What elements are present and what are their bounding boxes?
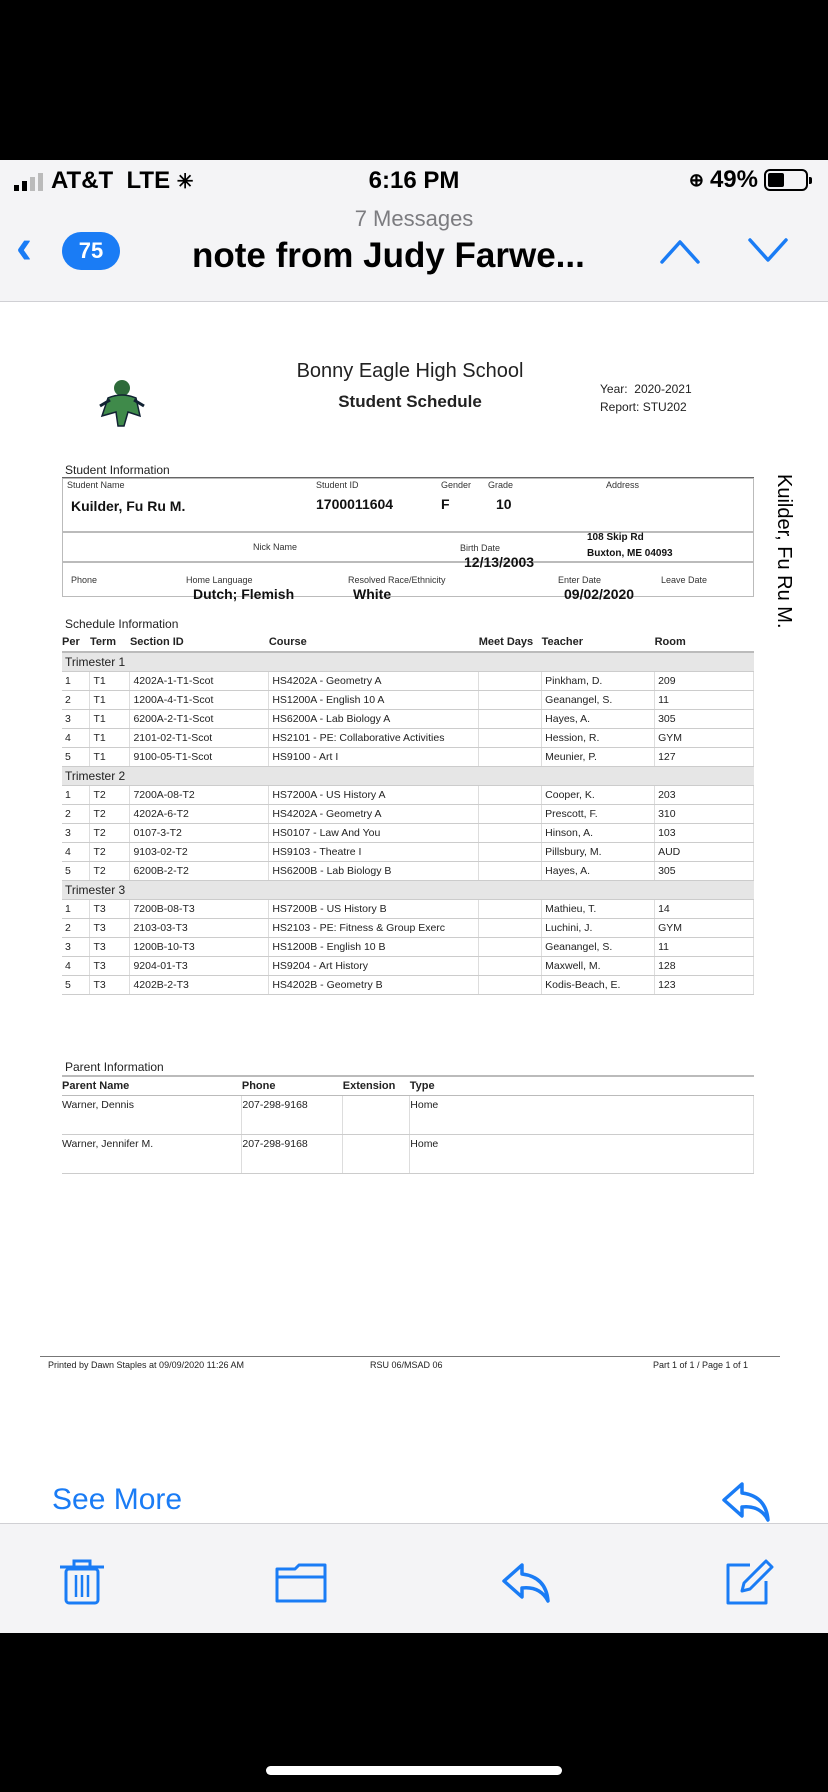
home-indicator[interactable] <box>266 1766 562 1775</box>
table-cell: 4202A-6-T2 <box>130 804 269 823</box>
trimester-row <box>62 652 754 671</box>
reply-icon[interactable] <box>500 1559 552 1607</box>
table-cell: HS7200B - US History B <box>269 899 479 918</box>
table-cell: 9103-02-T2 <box>130 842 269 861</box>
battery-icon <box>764 169 808 191</box>
grade-label: Grade <box>488 480 514 490</box>
table-cell <box>479 918 542 937</box>
report-meta <box>600 380 692 416</box>
parent-col-header: Type <box>410 1076 754 1095</box>
table-cell: 1 <box>62 785 90 804</box>
table-row <box>62 671 754 690</box>
nick-name-label: Nick Name <box>253 542 298 552</box>
table-cell: T3 <box>90 975 130 994</box>
table-cell: 207-298-9168 <box>242 1134 343 1173</box>
table-cell <box>479 975 542 994</box>
table-cell: Hayes, A. <box>542 861 655 880</box>
thread-title: note from Judy Farwe... <box>192 236 585 275</box>
table-row <box>62 709 754 728</box>
table-cell: T1 <box>90 709 130 728</box>
table-cell: 5 <box>62 747 90 766</box>
table-cell <box>479 709 542 728</box>
table-cell: 5 <box>62 861 90 880</box>
table-cell: 3 <box>62 823 90 842</box>
table-cell: HS2103 - PE: Fitness & Group Exerc <box>269 918 479 937</box>
table-cell <box>343 1134 410 1173</box>
table-cell: GYM <box>655 728 754 747</box>
table-row <box>62 747 754 766</box>
see-more-link[interactable]: See More <box>52 1483 183 1516</box>
table-cell: 103 <box>655 823 754 842</box>
table-cell: GYM <box>655 918 754 937</box>
table-cell: 3 <box>62 709 90 728</box>
table-cell: HS4202B - Geometry B <box>269 975 479 994</box>
district: RSU 06/MSAD 06 <box>370 1360 443 1370</box>
table-cell: Hinson, A. <box>542 823 655 842</box>
birth-date: 12/13/2003 <box>464 554 535 570</box>
table-cell <box>479 785 542 804</box>
table-row <box>62 975 754 994</box>
gender-label: Gender <box>441 480 472 490</box>
year-value: 2020-2021 <box>634 382 692 396</box>
compose-icon[interactable] <box>722 1559 774 1607</box>
table-row <box>62 899 754 918</box>
table-cell: T1 <box>90 728 130 747</box>
table-cell: HS4202A - Geometry A <box>269 671 479 690</box>
address-label: Address <box>606 480 640 490</box>
trash-icon[interactable] <box>56 1559 108 1607</box>
table-cell: Pillsbury, M. <box>542 842 655 861</box>
table-row <box>62 785 754 804</box>
parent-col-header: Extension <box>343 1076 410 1095</box>
table-cell: 123 <box>655 975 754 994</box>
home-language-label: Home Language <box>186 575 253 585</box>
table-cell: 1 <box>62 899 90 918</box>
table-cell: 11 <box>655 690 754 709</box>
table-row <box>62 804 754 823</box>
table-cell: 1200B-10-T3 <box>130 937 269 956</box>
table-row <box>62 823 754 842</box>
schedule-table <box>62 633 754 995</box>
table-cell <box>479 671 542 690</box>
table-cell: HS4202A - Geometry A <box>269 804 479 823</box>
folder-icon[interactable] <box>275 1559 327 1607</box>
gender: F <box>441 496 450 512</box>
table-cell: 14 <box>655 899 754 918</box>
schedule-col-header: Course <box>269 633 479 652</box>
table-cell: Meunier, P. <box>542 747 655 766</box>
table-cell: 7200A-08-T2 <box>130 785 269 804</box>
table-cell: 305 <box>655 709 754 728</box>
table-cell <box>479 842 542 861</box>
table-cell <box>479 823 542 842</box>
trimester-row <box>62 880 754 899</box>
mail-nav-bar <box>0 200 828 302</box>
table-cell: 2101-02-T1-Scot <box>130 728 269 747</box>
schedule-info-title: Schedule Information <box>65 617 179 631</box>
table-cell: 1200A-4-T1-Scot <box>130 690 269 709</box>
table-cell: Geanangel, S. <box>542 937 655 956</box>
table-cell: 2 <box>62 918 90 937</box>
school-name: Bonny Eagle High School <box>296 360 524 382</box>
table-cell <box>479 804 542 823</box>
table-row <box>62 842 754 861</box>
grade: 10 <box>496 496 512 512</box>
table-cell: Maxwell, M. <box>542 956 655 975</box>
table-cell: 4 <box>62 842 90 861</box>
table-cell: Warner, Jennifer M. <box>62 1134 242 1173</box>
table-cell: Hayes, A. <box>542 709 655 728</box>
student-name-label: Student Name <box>67 480 125 490</box>
table-cell: Mathieu, T. <box>542 899 655 918</box>
back-count-badge[interactable]: 75 <box>62 232 120 270</box>
rotation-lock-icon: ⊕ <box>688 169 704 190</box>
table-cell <box>479 690 542 709</box>
table-cell: 127 <box>655 747 754 766</box>
table-row <box>62 1134 754 1173</box>
carrier-name: AT&T <box>51 167 114 194</box>
status-bar <box>0 160 828 200</box>
table-cell: 9204-01-T3 <box>130 956 269 975</box>
enter-date: 09/02/2020 <box>564 586 635 602</box>
trimester-label: Trimester 1 <box>62 652 754 671</box>
student-id: 1700011604 <box>316 496 394 512</box>
table-cell: 11 <box>655 937 754 956</box>
table-row <box>62 1095 754 1134</box>
table-cell <box>479 899 542 918</box>
address-line2: Buxton, ME 04093 <box>587 548 673 559</box>
table-cell: HS2101 - PE: Collaborative Activities <box>269 728 479 747</box>
trimester-label: Trimester 3 <box>62 880 754 899</box>
table-cell: 1 <box>62 671 90 690</box>
schedule-col-header: Room <box>655 633 754 652</box>
table-cell: T2 <box>90 823 130 842</box>
schedule-col-header: Term <box>90 633 130 652</box>
clock: 6:16 PM <box>368 167 460 194</box>
printed-by: Printed by Dawn Staples at 09/09/2020 11:26 AM <box>48 1360 244 1370</box>
table-cell: 128 <box>655 956 754 975</box>
page-count: Part 1 of 1 / Page 1 of 1 <box>653 1360 749 1370</box>
table-cell: T3 <box>90 937 130 956</box>
table-cell: 209 <box>655 671 754 690</box>
table-cell: T1 <box>90 747 130 766</box>
schedule-col-header: Per <box>62 633 90 652</box>
activity-spinner-icon: ✳ <box>176 171 194 193</box>
table-cell: 4202B-2-T3 <box>130 975 269 994</box>
table-cell <box>479 861 542 880</box>
table-cell: Cooper, K. <box>542 785 655 804</box>
table-cell: HS6200A - Lab Biology A <box>269 709 479 728</box>
schedule-body <box>62 652 754 994</box>
table-cell: Home <box>410 1134 754 1173</box>
table-row <box>62 956 754 975</box>
table-cell: AUD <box>655 842 754 861</box>
top-bezel <box>0 0 828 160</box>
table-cell: 310 <box>655 804 754 823</box>
table-cell: 2 <box>62 804 90 823</box>
table-cell: T1 <box>90 671 130 690</box>
table-cell: T2 <box>90 861 130 880</box>
network-type: LTE <box>126 167 171 194</box>
table-cell: Warner, Dennis <box>62 1095 242 1134</box>
table-cell: T3 <box>90 918 130 937</box>
table-row <box>62 918 754 937</box>
student-name: Kuilder, Fu Ru M. <box>71 498 186 514</box>
parent-col-header: Parent Name <box>62 1076 242 1095</box>
table-cell: 4202A-1-T1-Scot <box>130 671 269 690</box>
table-cell: HS9100 - Art I <box>269 747 479 766</box>
table-cell: HS1200B - English 10 B <box>269 937 479 956</box>
table-cell: Home <box>410 1095 754 1134</box>
parent-body <box>62 1095 754 1173</box>
address-line1: 108 Skip Rd <box>587 532 644 543</box>
phone-label: Phone <box>71 575 98 585</box>
table-cell: HS0107 - Law And You <box>269 823 479 842</box>
enter-date-label: Enter Date <box>558 575 602 585</box>
table-cell: HS6200B - Lab Biology B <box>269 861 479 880</box>
table-cell: T3 <box>90 899 130 918</box>
table-cell: 4 <box>62 956 90 975</box>
report-id: STU202 <box>642 400 687 414</box>
table-cell: 207-298-9168 <box>242 1095 343 1134</box>
table-cell: Geanangel, S. <box>542 690 655 709</box>
schedule-col-header: Section ID <box>130 633 269 652</box>
table-cell: 2 <box>62 690 90 709</box>
back-chevron-icon[interactable]: ‹ <box>16 221 32 274</box>
race: White <box>353 586 392 602</box>
table-cell: 305 <box>655 861 754 880</box>
table-cell: 4 <box>62 728 90 747</box>
table-cell: 6200A-2-T1-Scot <box>130 709 269 728</box>
report-subtitle: Student Schedule <box>338 392 482 411</box>
table-cell: 6200B-2-T2 <box>130 861 269 880</box>
table-cell: 3 <box>62 937 90 956</box>
table-cell: T2 <box>90 804 130 823</box>
message-count: 7 Messages <box>354 206 474 231</box>
race-label: Resolved Race/Ethnicity <box>348 575 446 585</box>
footer-divider <box>40 1356 780 1357</box>
birth-date-label: Birth Date <box>460 543 501 553</box>
table-cell <box>479 937 542 956</box>
parent-col-header: Phone <box>242 1076 343 1095</box>
table-cell: T3 <box>90 956 130 975</box>
table-cell: T1 <box>90 690 130 709</box>
parent-info-title: Parent Information <box>65 1060 164 1074</box>
table-row <box>62 690 754 709</box>
student-info-title: Student Information <box>65 463 170 477</box>
table-row <box>62 937 754 956</box>
parent-table <box>62 1075 754 1174</box>
table-cell <box>479 728 542 747</box>
down-arrow-icon[interactable] <box>748 236 788 266</box>
schedule-col-header: Meet Days <box>479 633 542 652</box>
battery-area <box>689 166 808 194</box>
table-cell: Prescott, F. <box>542 804 655 823</box>
up-arrow-icon[interactable] <box>660 236 700 266</box>
table-cell <box>479 747 542 766</box>
side-student-name: Kuilder, Fu Ru M. <box>773 474 795 629</box>
table-cell: Luchini, J. <box>542 918 655 937</box>
leave-date-label: Leave Date <box>661 575 708 585</box>
table-cell: 203 <box>655 785 754 804</box>
table-cell: Kodis-Beach, E. <box>542 975 655 994</box>
year-label: Year: <box>600 382 628 396</box>
table-cell: T2 <box>90 785 130 804</box>
trimester-row <box>62 766 754 785</box>
table-cell: Hession, R. <box>542 728 655 747</box>
table-cell: T2 <box>90 842 130 861</box>
table-cell: HS9103 - Theatre I <box>269 842 479 861</box>
table-cell: HS9204 - Art History <box>269 956 479 975</box>
table-row <box>62 728 754 747</box>
table-cell: 2103-03-T3 <box>130 918 269 937</box>
bottom-toolbar <box>0 1523 828 1633</box>
student-id-label: Student ID <box>316 480 359 490</box>
table-cell: HS7200A - US History A <box>269 785 479 804</box>
report-label: Report: <box>600 400 640 414</box>
table-cell <box>479 956 542 975</box>
schedule-header-row <box>62 633 754 652</box>
trimester-label: Trimester 2 <box>62 766 754 785</box>
schedule-col-header: Teacher <box>542 633 655 652</box>
table-cell: Pinkham, D. <box>542 671 655 690</box>
reply-icon[interactable] <box>720 1480 772 1524</box>
battery-percent: 49% <box>709 166 758 193</box>
home-language: Dutch; Flemish <box>193 586 295 602</box>
table-cell: 0107-3-T2 <box>130 823 269 842</box>
table-cell: 7200B-08-T3 <box>130 899 269 918</box>
table-cell: 9100-05-T1-Scot <box>130 747 269 766</box>
table-row <box>62 861 754 880</box>
table-cell: 5 <box>62 975 90 994</box>
table-cell: HS1200A - English 10 A <box>269 690 479 709</box>
parent-header-row <box>62 1076 754 1095</box>
table-cell <box>343 1095 410 1134</box>
